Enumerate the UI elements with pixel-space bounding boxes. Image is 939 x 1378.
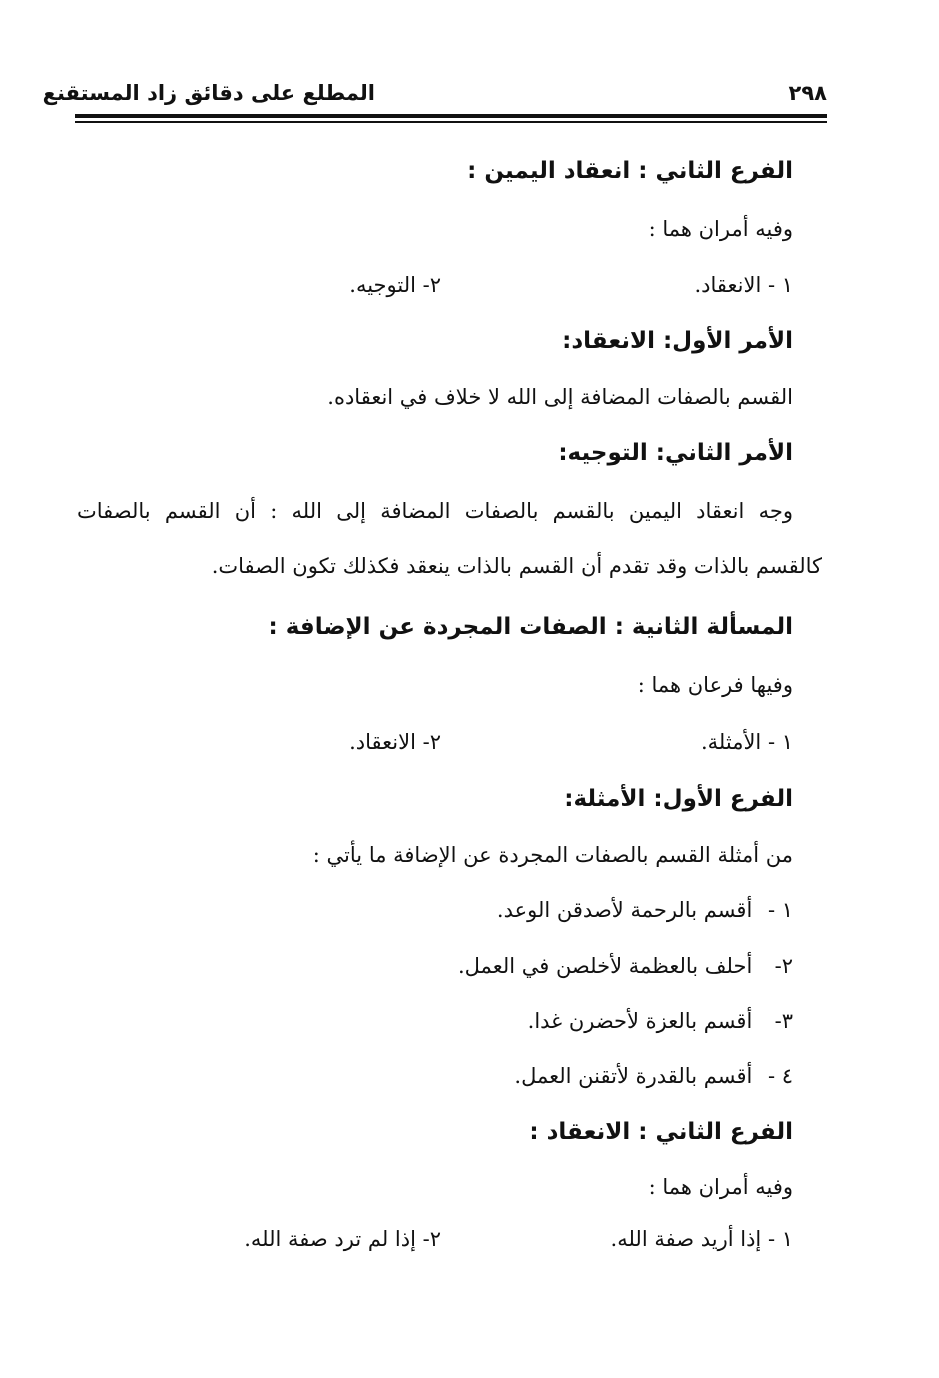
paragraph-matter-1: القسم بالصفات المضافة إلى الله لا خلاف في انعقاده. bbox=[327, 385, 793, 409]
example-item bbox=[514, 1061, 793, 1091]
running-header bbox=[42, 75, 827, 115]
example-number: ٢- bbox=[774, 954, 793, 978]
heading-branch-2: الفرع الثاني : انعقاد اليمين : bbox=[467, 158, 793, 184]
heading-matter-2: الأمر الثاني: التوجيه: bbox=[558, 440, 793, 466]
example-text: أقسم بالقدرة لأتقنن العمل. bbox=[514, 1064, 753, 1088]
list2-item1: ١ - الأمثلة. bbox=[700, 730, 793, 754]
example-number: ٣- bbox=[774, 1009, 793, 1033]
list3-item2: ٢- إذا لم ترد صفة الله. bbox=[244, 1227, 441, 1251]
page-number: ٢٩٨ bbox=[788, 81, 827, 105]
list2-item2: ٢- الانعقاد. bbox=[349, 730, 441, 754]
intro-two-matters: وفيه أمران هما : bbox=[648, 217, 793, 241]
example-text: أحلف بالعظمة لأخلصن في العمل. bbox=[457, 954, 753, 978]
example-number: ٤ - bbox=[767, 1064, 793, 1088]
heading-issue-2: المسألة الثانية : الصفات المجردة عن الإضافة : bbox=[268, 614, 793, 640]
heading-branch-1-examples: الفرع الأول: الأمثلة: bbox=[564, 786, 793, 812]
examples-intro: من أمثلة القسم بالصفات المجردة عن الإضافة ما يأتي : bbox=[312, 843, 793, 867]
list1-item2: ٢- التوجيه. bbox=[349, 273, 441, 297]
intro-two-matters-2: وفيه أمران هما : bbox=[648, 1175, 793, 1199]
example-text: أقسم بالعزة لأحضرن غدا. bbox=[527, 1009, 753, 1033]
example-number: ١ - bbox=[767, 898, 793, 922]
intro-two-branches: وفيها فرعان هما : bbox=[637, 673, 793, 697]
example-item bbox=[528, 1006, 793, 1036]
heading-branch-2-contract: الفرع الثاني : الانعقاد : bbox=[529, 1119, 793, 1145]
book-title: المطلع على دقائق زاد المستقنع bbox=[42, 81, 375, 105]
example-item bbox=[458, 951, 793, 981]
paragraph-matter-2-line-1: وجه انعقاد اليمين بالقسم بالصفات المضافة إلى الله : أن القسم بالصفات bbox=[77, 499, 793, 523]
list3-item1: ١ - إذا أريد صفة الله. bbox=[610, 1227, 793, 1251]
header-rule-thick bbox=[75, 114, 827, 118]
example-item bbox=[497, 895, 793, 925]
header-rule-thin bbox=[75, 121, 827, 123]
list1-item1: ١ - الانعقاد. bbox=[694, 273, 793, 297]
example-text: أقسم بالرحمة لأصدقن الوعد. bbox=[496, 898, 753, 922]
heading-matter-1: الأمر الأول: الانعقاد: bbox=[562, 328, 793, 354]
paragraph-matter-2-line-2: كالقسم بالذات وقد تقدم أن القسم بالذات ينعقد فكذلك تكون الصفات. bbox=[211, 554, 822, 578]
